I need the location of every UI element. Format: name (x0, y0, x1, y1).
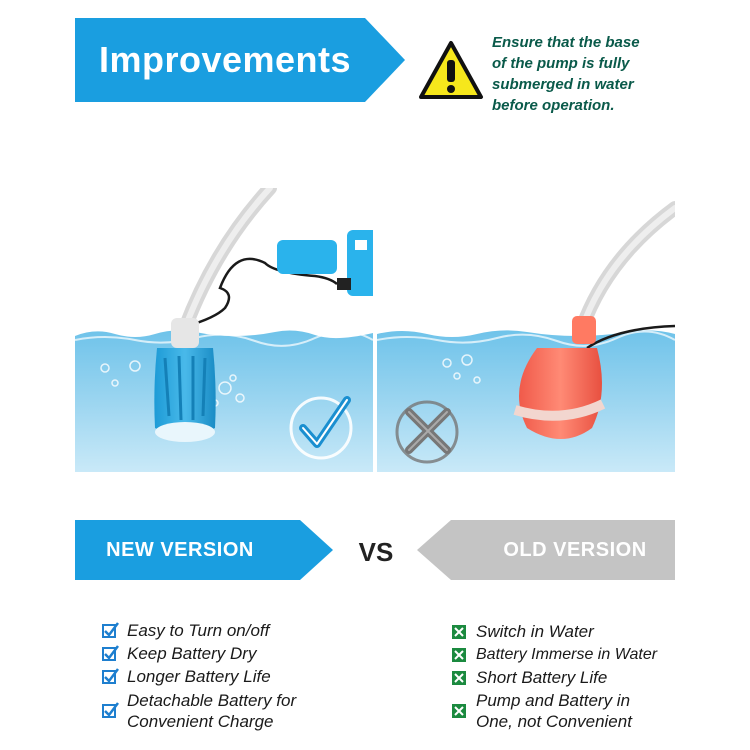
list-item (451, 621, 594, 642)
feature-text: Battery Immerse in Water (476, 646, 658, 663)
checkbox-cross-icon (451, 646, 468, 663)
feature-text: Longer Battery Life (127, 667, 271, 686)
checkbox-checked-icon (102, 668, 119, 685)
checkbox-cross-icon (451, 669, 468, 686)
feature-text: Switch in Water (476, 622, 594, 641)
list-item (102, 690, 296, 732)
checkbox-checked-icon (102, 622, 119, 639)
new-version-label: NEW VERSION (106, 539, 254, 561)
new-version-banner (75, 520, 335, 580)
list-item (102, 620, 269, 641)
warning-line: Ensure that the base (492, 34, 640, 51)
feature-text: Keep Battery Dry (127, 644, 257, 663)
vs-label: VS (358, 537, 394, 567)
old-version-label: OLD VERSION (503, 539, 647, 561)
warning-triangle-icon (418, 40, 484, 100)
checkbox-checked-icon (102, 645, 119, 662)
feature-text: One, not Convenient (476, 712, 632, 731)
warning-line: before operation. (492, 97, 615, 114)
checkbox-cross-icon (451, 623, 468, 640)
feature-text: Detachable Battery for (127, 691, 297, 710)
feature-text: Convenient Charge (127, 712, 274, 731)
feature-text: Short Battery Life (476, 668, 608, 687)
list-item (102, 666, 271, 687)
list-item (451, 644, 657, 665)
old-version-banner (415, 520, 675, 580)
checkbox-cross-icon (451, 702, 468, 719)
list-item (451, 667, 607, 688)
warning-note (492, 32, 742, 116)
feature-text: Pump and Battery in (476, 691, 631, 710)
comparison-scene (75, 188, 675, 472)
old-version-scene (377, 188, 675, 472)
warning-line: of the pump is fully (492, 55, 630, 72)
list-item (451, 690, 632, 732)
feature-text: Easy to Turn on/off (127, 621, 270, 640)
warning-line: submerged in water (492, 76, 634, 93)
title-banner (75, 18, 405, 102)
new-version-scene (75, 188, 373, 472)
page-title: Improvements (98, 39, 352, 80)
checkbox-checked-icon (102, 702, 119, 719)
list-item (102, 643, 256, 664)
